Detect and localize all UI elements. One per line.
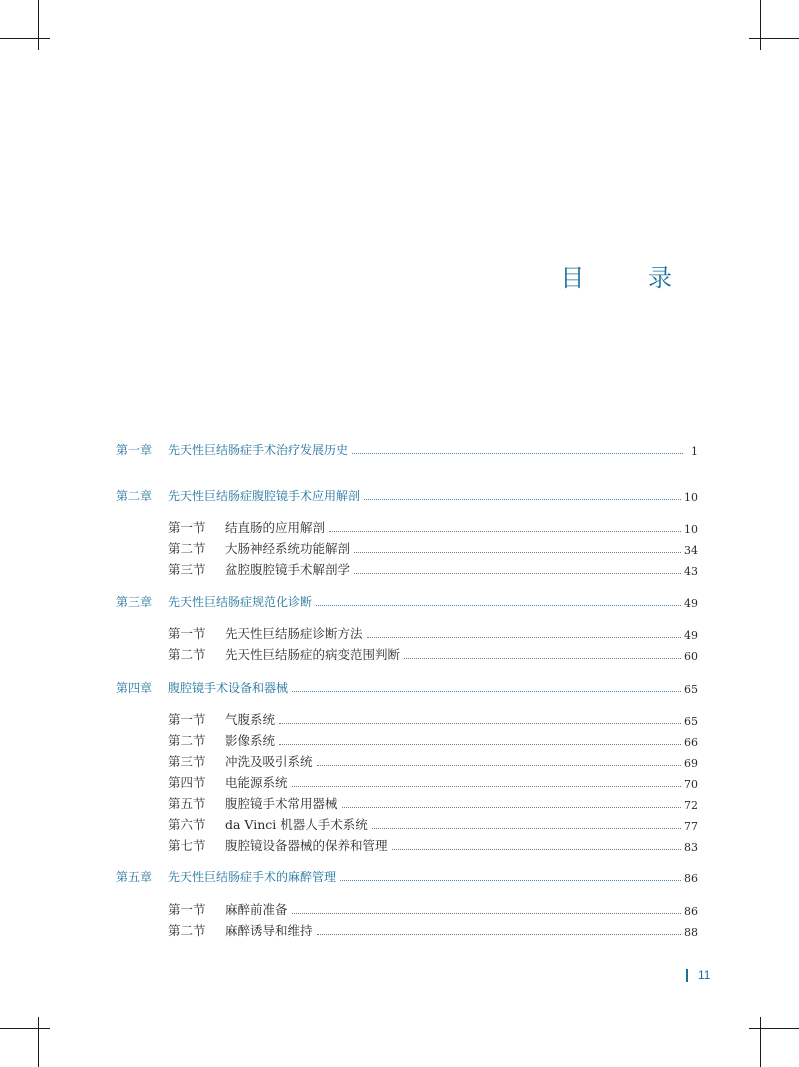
toc-entry-title: 电能源系统 xyxy=(225,775,288,790)
toc-entry-title: 大肠神经系统功能解剖 xyxy=(225,541,351,556)
toc-section-row[interactable] xyxy=(116,729,698,749)
toc-entry-title: 先天性巨结肠症的病变范围判断 xyxy=(225,647,401,662)
toc-section-row[interactable] xyxy=(116,792,698,812)
toc-entry-page: 72 xyxy=(684,799,698,812)
toc-section-row[interactable] xyxy=(116,537,698,557)
toc-entry-page: 49 xyxy=(684,629,698,642)
dot-leader xyxy=(292,690,681,692)
dot-leader xyxy=(364,498,681,500)
toc-entry-title: 冲洗及吸引系统 xyxy=(225,754,313,769)
toc-entry-number: 第一节 xyxy=(168,520,206,535)
toc-entry-page: 49 xyxy=(684,597,698,610)
toc-entry-number: 第六节 xyxy=(168,817,206,832)
toc-entry-number: 第四章 xyxy=(116,681,153,695)
toc-entry-page: 1 xyxy=(691,445,698,458)
dot-leader xyxy=(316,604,681,606)
toc-entry-page: 34 xyxy=(684,544,698,557)
toc-section-row[interactable] xyxy=(116,898,698,918)
toc-section-row[interactable] xyxy=(116,643,698,663)
dot-leader xyxy=(340,879,681,881)
crop-mark-bottom-right-horizontal xyxy=(749,1028,799,1029)
dot-leader xyxy=(279,743,681,745)
toc-entry-number: 第一节 xyxy=(168,712,206,727)
page-title: 目 录 xyxy=(560,264,700,292)
crop-mark-top-left-horizontal xyxy=(0,38,50,39)
toc-entry-number: 第二节 xyxy=(168,647,206,662)
dot-leader xyxy=(292,912,681,914)
toc-entry-page: 66 xyxy=(684,736,698,749)
toc-entry-page: 86 xyxy=(684,905,698,918)
toc-chapter-row[interactable] xyxy=(116,676,698,696)
crop-mark-bottom-left-vertical xyxy=(38,1017,39,1067)
toc-chapter-row[interactable] xyxy=(116,865,698,885)
toc-entry-number: 第二节 xyxy=(168,923,206,938)
toc-entry-page: 65 xyxy=(684,683,698,696)
dot-leader xyxy=(317,764,681,766)
toc-entry-page: 43 xyxy=(684,565,698,578)
toc-entry-number: 第一章 xyxy=(116,443,153,457)
toc-section-row[interactable] xyxy=(116,750,698,770)
toc-entry-title: 结直肠的应用解剖 xyxy=(225,520,326,535)
toc-chapter-row[interactable] xyxy=(116,484,698,504)
toc-entry-number: 第三节 xyxy=(168,562,206,577)
toc-entry-title: 先天性巨结肠症规范化诊断 xyxy=(168,595,313,609)
crop-mark-bottom-left-horizontal xyxy=(0,1028,50,1029)
toc-entry-number: 第五节 xyxy=(168,796,206,811)
toc-entry-title: 影像系统 xyxy=(225,733,276,748)
toc-section-row[interactable] xyxy=(116,919,698,939)
toc-section-row[interactable] xyxy=(116,813,698,833)
toc-entry-page: 83 xyxy=(684,841,698,854)
toc-entry-page: 77 xyxy=(684,820,698,833)
toc-chapter-row[interactable] xyxy=(116,590,698,610)
toc-entry-title: 盆腔腹腔镜手术解剖学 xyxy=(225,562,351,577)
toc-entry-page: 70 xyxy=(684,778,698,791)
toc-entry-number: 第四节 xyxy=(168,775,206,790)
toc-entry-number: 第二节 xyxy=(168,541,206,556)
toc-section-row[interactable] xyxy=(116,771,698,791)
dot-leader xyxy=(279,722,681,724)
dot-leader xyxy=(354,551,681,553)
toc-entry-title: 先天性巨结肠症诊断方法 xyxy=(225,626,363,641)
dot-leader xyxy=(352,452,683,454)
toc-entry-page: 69 xyxy=(684,757,698,770)
toc-entry-page: 65 xyxy=(684,715,698,728)
toc-entry-number: 第三节 xyxy=(168,754,206,769)
toc-entry-title: 先天性巨结肠症手术的麻醉管理 xyxy=(168,870,337,884)
toc-section-row[interactable] xyxy=(116,708,698,728)
dot-leader xyxy=(367,636,681,638)
toc-entry-number: 第二章 xyxy=(116,489,153,503)
toc-entry-number: 第五章 xyxy=(116,870,153,884)
dot-leader xyxy=(372,827,681,829)
toc-entry-title: 先天性巨结肠症腹腔镜手术应用解剖 xyxy=(168,489,361,503)
toc-section-row[interactable] xyxy=(116,622,698,642)
crop-mark-top-right-horizontal xyxy=(749,38,799,39)
toc-section-row[interactable] xyxy=(116,516,698,536)
toc-entry-page: 86 xyxy=(684,872,698,885)
dot-leader xyxy=(404,657,681,659)
crop-mark-bottom-right-vertical xyxy=(760,1017,761,1067)
toc-entry-number: 第一节 xyxy=(168,626,206,641)
toc-entry-title: 麻醉诱导和维持 xyxy=(225,923,313,938)
toc-entry-number: 第二节 xyxy=(168,733,206,748)
dot-leader xyxy=(392,848,681,850)
toc-entry-title: 先天性巨结肠症手术治疗发展历史 xyxy=(168,443,349,457)
toc-entry-title: 麻醉前准备 xyxy=(225,902,288,917)
toc-entry-page: 88 xyxy=(684,926,698,939)
toc-section-row[interactable] xyxy=(116,558,698,578)
toc-chapter-row[interactable] xyxy=(116,438,698,458)
page-number: 11 xyxy=(698,968,711,982)
dot-leader xyxy=(317,933,681,935)
toc-entry-number: 第一节 xyxy=(168,902,206,917)
toc-entry-page: 10 xyxy=(684,491,698,504)
toc-entry-page: 10 xyxy=(684,523,698,536)
crop-mark-top-right-vertical xyxy=(760,0,761,50)
toc-entry-title: 气腹系统 xyxy=(225,712,276,727)
toc-entry-title: 腹腔镜手术常用器械 xyxy=(225,796,338,811)
toc-entry-number: 第七节 xyxy=(168,838,206,853)
toc-entry-title: da Vinci 机器人手术系统 xyxy=(225,817,368,832)
page-footer xyxy=(686,968,710,982)
dot-leader xyxy=(292,785,681,787)
toc-entry-number: 第三章 xyxy=(116,595,153,609)
dot-leader xyxy=(342,806,681,808)
crop-mark-top-left-vertical xyxy=(38,0,39,50)
dot-leader xyxy=(329,530,681,532)
toc-entry-title: 腹腔镜设备器械的保养和管理 xyxy=(225,838,388,853)
footer-rule xyxy=(686,969,688,982)
toc-entry-page: 60 xyxy=(684,650,698,663)
toc-entry-title: 腹腔镜手术设备和器械 xyxy=(168,681,289,695)
toc-section-row[interactable] xyxy=(116,834,698,854)
dot-leader xyxy=(354,572,681,574)
